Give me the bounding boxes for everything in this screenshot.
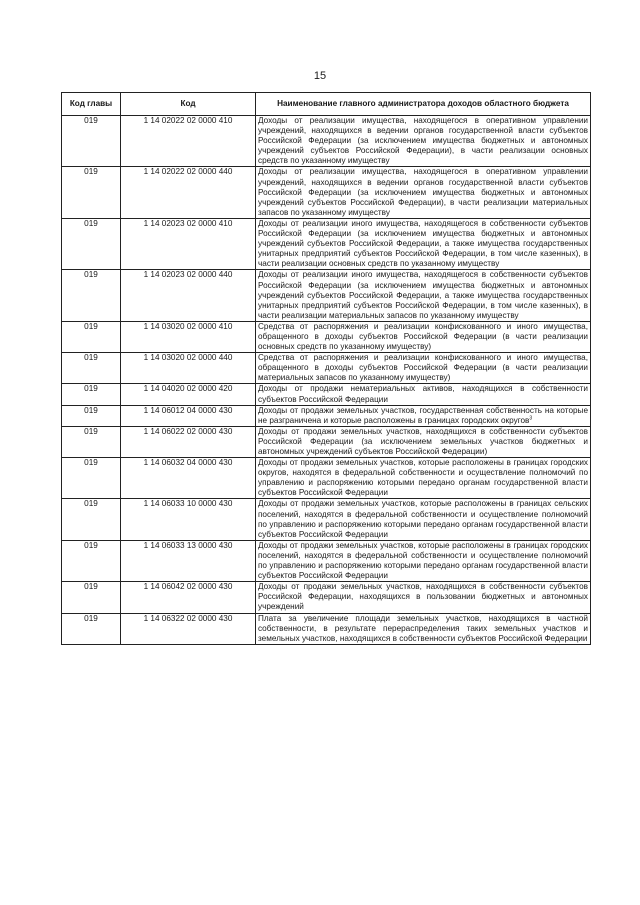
budget-code-cell: 1 14 06012 04 0000 430 (121, 405, 256, 426)
revenue-name-cell (256, 384, 591, 405)
table-row (62, 321, 591, 352)
revenue-name-cell (256, 540, 591, 581)
admin-code-cell: 019 (62, 270, 121, 321)
budget-code-cell: 1 14 06322 02 0000 430 (121, 613, 256, 644)
revenue-name-cell (256, 582, 591, 613)
revenue-name-cell (256, 218, 591, 269)
admin-code-cell: 019 (62, 321, 121, 352)
budget-code-cell: 1 14 06042 02 0000 430 (121, 582, 256, 613)
revenue-name-text: Средства от распоряжения и реализации конфискованного и иного имущества, обращенного в доходы субъектов Российской Федерации (в части реализации основных средств по указанному имуществу) (258, 321, 588, 352)
revenue-name-text: Доходы от продажи земельных участков, находящихся в собственности субъектов Российской Федерации (за исключением земельных участков бюджетных и автономных учреждений субъектов Российской Федерации) (258, 426, 588, 456)
table-row (62, 167, 591, 218)
admin-code-cell: 019 (62, 405, 121, 426)
revenue-name-text: Доходы от реализации имущества, находящегося в оперативном управлении учреждений, находящихся в ведении органов государственной власти субъектов Российской Федерации (за исключением имущества бюджетных и автономных учреждений субъектов Российской Федерации), в части реализации материальных запасов по указанному имуществу (258, 167, 588, 217)
budget-code-cell: 1 14 06032 04 0000 430 (121, 458, 256, 499)
admin-code-cell: 019 (62, 353, 121, 384)
page-number: 15 (313, 70, 327, 82)
table-row (62, 270, 591, 321)
revenue-name-cell (256, 405, 591, 426)
admin-code-cell: 019 (62, 426, 121, 457)
revenue-name-text: Доходы от продажи земельных участков, которые расположены в границах городских поселений, находятся в федеральной собственности и осуществление полномочий по управлению и распоряжению которыми передано органам государственной власти субъектов Российской Федерации (258, 540, 588, 581)
table-row (62, 540, 591, 581)
table-row (62, 499, 591, 540)
admin-code-cell: 019 (62, 167, 121, 218)
header-name: Наименование главного администратора доходов областного бюджета (256, 93, 591, 116)
budget-code-cell: 1 14 06022 02 0000 430 (121, 426, 256, 457)
admin-code-cell: 019 (62, 582, 121, 613)
admin-code-cell: 019 (62, 218, 121, 269)
table-row (62, 426, 591, 457)
header-code: Код (121, 93, 256, 116)
table-row (62, 384, 591, 405)
revenue-name-cell (256, 353, 591, 384)
table-row (62, 353, 591, 384)
revenue-name-cell (256, 167, 591, 218)
table-row (62, 405, 591, 426)
revenue-name-text: Доходы от реализации иного имущества, находящегося в собственности субъектов Российской Федерации (за исключением имущества бюджетных и автономных учреждений субъектов Российской Федерации, а также имущества государственных унитарных предприятий субъектов Российской Федерации, в том числе казенных), в части реализации основных средств по указанному имуществу (258, 218, 588, 269)
budget-code-cell: 1 14 06033 13 0000 430 (121, 540, 256, 581)
revenue-name-cell (256, 613, 591, 644)
budget-code-cell: 1 14 03020 02 0000 440 (121, 353, 256, 384)
revenue-name-text: Доходы от продажи земельных участков, государственная собственность на которые не разграничена и которые расположены в границах городских округов (258, 405, 588, 425)
header-admin-code: Код главы (62, 93, 121, 116)
revenue-name-cell (256, 426, 591, 457)
revenue-name-cell (256, 321, 591, 352)
table-row (62, 458, 591, 499)
budget-code-cell: 1 14 04020 02 0000 420 (121, 384, 256, 405)
table-row (62, 613, 591, 644)
revenue-administrators-table (61, 92, 591, 645)
revenue-name-text: Доходы от продажи нематериальных активов, находящихся в собственности субъектов Российской Федерации (258, 384, 588, 404)
admin-code-cell: 019 (62, 540, 121, 581)
revenue-name-cell (256, 116, 591, 167)
budget-code-cell: 1 14 03020 02 0000 410 (121, 321, 256, 352)
revenue-name-cell (256, 458, 591, 499)
budget-code-cell: 1 14 02022 02 0000 440 (121, 167, 256, 218)
table-row (62, 116, 591, 167)
revenue-name-text: Доходы от реализации иного имущества, находящегося в собственности субъектов Российской Федерации (за исключением имущества бюджетных и автономных учреждений субъектов Российской Федерации, а также имущества государственных унитарных предприятий субъектов Российской Федерации, в том числе казенных), в части реализации материальных запасов по указанному имуществу (258, 270, 588, 320)
revenue-name-cell (256, 499, 591, 540)
revenue-name-text: Плата за увеличение площади земельных участков, находящихся в частной собственности, в результате перераспределения таких земельных участков и земельных участков, находящихся в собственности субъектов Российской Федерации (258, 613, 588, 643)
revenue-name-text: Доходы от продажи земельных участков, которые расположены в границах сельских поселений, находятся в федеральной собственности и осуществление полномочий по управлению и распоряжению которыми передано органам государственной власти субъектов Российской Федерации (258, 499, 588, 539)
budget-code-cell: 1 14 02022 02 0000 410 (121, 116, 256, 167)
revenue-name-cell (256, 270, 591, 321)
revenue-name-text: Доходы от продажи земельных участков, находящихся в собственности субъектов Российской Федерации, находящихся в пользовании бюджетных и автономных учреждений (258, 582, 588, 612)
budget-code-cell: 1 14 06033 10 0000 430 (121, 499, 256, 540)
revenue-name-text: Средства от распоряжения и реализации конфискованного и иного имущества, обращенного в доходы субъектов Российской Федерации (в части реализации материальных запасов по указанному имуществу) (258, 353, 588, 383)
admin-code-cell: 019 (62, 613, 121, 644)
admin-code-cell: 019 (62, 458, 121, 499)
revenue-name-text: Доходы от реализации имущества, находящегося в оперативном управлении учреждений, находящихся в ведении органов государственной власти субъектов Российской Федерации (за исключением имущества бюджетных и автономных учреждений субъектов Российской Федерации), в части реализации основных средств по указанному имуществу (258, 116, 588, 166)
admin-code-cell: 019 (62, 384, 121, 405)
revenue-name-text: Доходы от продажи земельных участков, которые расположены в границах городских округов, находятся в федеральной собственности и осуществление полномочий по управлению и распоряжению которыми передано органам государственной власти субъектов Российской Федерации (258, 458, 588, 498)
admin-code-cell: 019 (62, 116, 121, 167)
budget-code-cell: 1 14 02023 02 0000 440 (121, 270, 256, 321)
budget-code-cell: 1 14 02023 02 0000 410 (121, 218, 256, 269)
table-header-row (62, 93, 591, 116)
table-row (62, 582, 591, 613)
table-row (62, 218, 591, 269)
footnote-marker: 3 (529, 414, 533, 421)
admin-code-cell: 019 (62, 499, 121, 540)
